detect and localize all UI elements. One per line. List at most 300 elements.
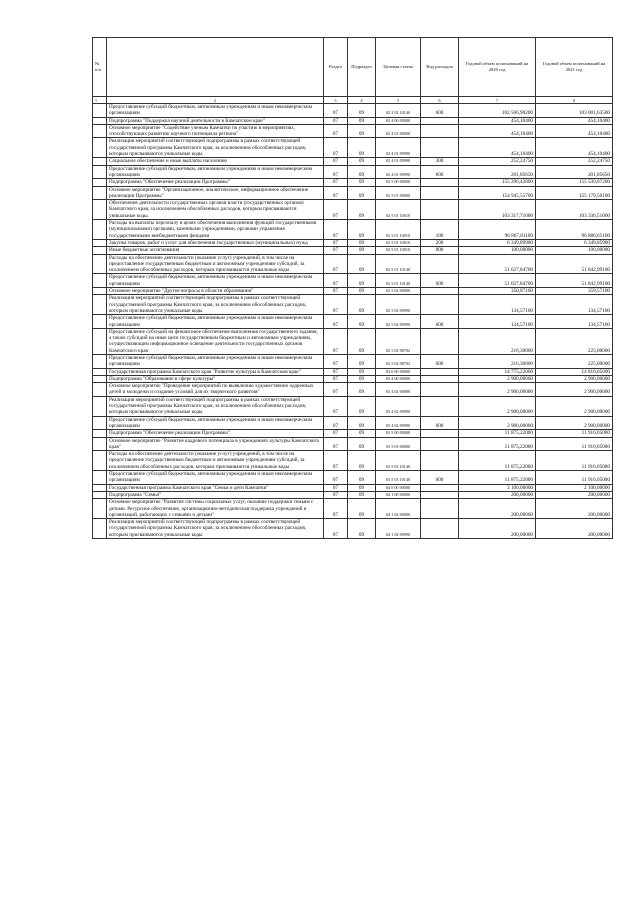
row-section-cell: 07 [324,200,348,220]
row-name-cell: Подпрограмма "Образование в сфере культуры" [107,375,324,382]
header-target-article: Целевая статья [376,38,421,97]
row-subsection-cell: 09 [348,499,376,519]
row-subsection-cell: 09 [348,519,376,539]
row-volume-2020-cell: 216,30000 [459,354,536,368]
row-name-cell: Реализация мероприятий соответствующей подпрограммы в рамках соответствующей государственной программы Камчатского края, за исключением обособленных расходов, которым присваиваются уникальные коды [107,138,324,158]
row-section-cell: 07 [324,396,348,416]
row-target-article-cell: 02 5 02 98702 [376,354,421,368]
row-subsection-cell: 09 [348,104,376,118]
table-row [93,328,613,354]
row-target-article-cell: 02 5 01 10010 [376,239,421,246]
index-cell: 5 [376,97,421,104]
row-name-cell: Основное мероприятие "Организационное, аналитическое, информационное обеспечение реализации Программы" [107,186,324,200]
row-volume-2021-cell: 225,00000 [536,328,613,354]
row-number-cell [93,288,107,295]
row-volume-2021-cell: 96 886,65100 [536,220,613,240]
row-subsection-cell: 09 [348,430,376,437]
row-expense-type-cell [421,254,459,274]
row-section-cell: 07 [324,274,348,288]
row-target-article-cell: 03 4 02 00000 [376,383,421,397]
row-name-cell: Предоставление субсидий бюджетным, автономным учреждениям и иным некоммерческим организациям [107,416,324,430]
row-volume-2021-cell: 200,00000 [536,519,613,539]
table-row [93,220,613,240]
row-section-cell: 07 [324,451,348,471]
row-target-article-cell: 02 5 01 10010 [376,200,421,220]
row-subsection-cell: 09 [348,165,376,179]
table-row [93,124,613,138]
row-subsection-cell: 09 [348,375,376,382]
table-row [93,117,613,124]
row-subsection-cell: 09 [348,239,376,246]
row-section-cell: 07 [324,368,348,375]
row-section-cell: 07 [324,328,348,354]
row-expense-type-cell [421,396,459,416]
row-volume-2021-cell: 11 916,05000 [536,451,613,471]
row-number-cell [93,165,107,179]
row-expense-type-cell [421,368,459,375]
table-row [93,471,613,485]
row-expense-type-cell [421,499,459,519]
row-number-cell [93,315,107,329]
row-number-cell [93,484,107,491]
row-volume-2021-cell: 454,10400 [536,124,613,138]
row-volume-2020-cell: 200,00000 [459,491,536,498]
row-name-cell: Подпрограмма "Семья" [107,491,324,498]
row-expense-type-cell [421,437,459,451]
row-subsection-cell: 09 [348,274,376,288]
row-volume-2021-cell: 252,24750 [536,158,613,165]
row-expense-type-cell: 200 [421,239,459,246]
row-volume-2021-cell: 200,00000 [536,491,613,498]
row-volume-2020-cell: 51 627,84700 [459,254,536,274]
row-volume-2021-cell: 11 916,05000 [536,471,613,485]
row-volume-2021-cell: 225,00000 [536,354,613,368]
row-number-cell [93,383,107,397]
index-cell: 2 [107,97,324,104]
row-volume-2021-cell: 51 842,99100 [536,254,613,274]
row-number-cell [93,437,107,451]
row-section-cell: 07 [324,220,348,240]
row-target-article-cell: 03 4 02 09990 [376,416,421,430]
row-expense-type-cell: 600 [421,274,459,288]
row-number-cell [93,451,107,471]
row-target-article-cell: 02 5 01 10140 [376,254,421,274]
row-section-cell: 07 [324,315,348,329]
row-volume-2021-cell: 2 900,00000 [536,383,613,397]
row-name-cell: Реализация мероприятий соответствующей подпрограммы в рамках соответствующей государственной программы Камчатского края, за исключением обособленных расходов, которым присваиваются уникальные коды [107,396,324,416]
row-number-cell [93,158,107,165]
row-number-cell [93,117,107,124]
row-number-cell [93,471,107,485]
row-target-article-cell: 02 5 01 10010 [376,247,421,254]
table-row [93,158,613,165]
row-subsection-cell: 09 [348,396,376,416]
row-target-article-cell: 02 5 01 10010 [376,220,421,240]
row-target-article-cell: 03 5 03 10140 [376,451,421,471]
row-volume-2020-cell: 2 900,00000 [459,416,536,430]
row-subsection-cell: 09 [348,451,376,471]
row-number-cell [93,274,107,288]
row-section-cell: 07 [324,416,348,430]
row-expense-type-cell [421,519,459,539]
index-cell: 4 [348,97,376,104]
row-volume-2020-cell: 11 875,22000 [459,430,536,437]
row-target-article-cell: 02 5 02 00000 [376,288,421,295]
row-subsection-cell: 09 [348,368,376,375]
row-section-cell: 07 [324,165,348,179]
row-number-cell [93,186,107,200]
table-row [93,186,613,200]
table-row [93,430,613,437]
row-volume-2021-cell: 155 539,07200 [536,179,613,186]
row-volume-2020-cell: 216,30000 [459,328,536,354]
row-volume-2021-cell: 2 900,00000 [536,416,613,430]
row-section-cell: 07 [324,499,348,519]
row-target-article-cell: 04 0 00 00000 [376,484,421,491]
header-subsection: Подраздел [348,38,376,97]
row-volume-2020-cell: 11 875,22000 [459,451,536,471]
row-name-cell: Государственная программа Камчатского края "Семья и дети Камчатки" [107,484,324,491]
row-volume-2021-cell: 454,10400 [536,117,613,124]
row-expense-type-cell [421,383,459,397]
table-row [93,138,613,158]
table-row [93,288,613,295]
row-target-article-cell: 02 5 00 00000 [376,179,421,186]
row-name-cell: Основное мероприятие "Другие вопросы в области образования" [107,288,324,295]
row-name-cell: Расходы на обеспечение деятельности (оказание услуг) учреждений, в том числе на предоставление государственным бюджетным и автономным учреждениям субсидий, за исключением обособленных расходов, которым присваиваются уникальные коды [107,451,324,471]
row-volume-2021-cell: 2 900,00000 [536,375,613,382]
index-cell: 1 [93,97,107,104]
row-name-cell: Основное мероприятие "Развитие системы социальных услуг, оказание поддержки семьям с детьми. Ресурсное обеспечение, организационно-методическая поддержка учреждений и организаций, работающих с семьями и детьми" [107,499,324,519]
row-target-article-cell: 03 4 02 09990 [376,396,421,416]
row-volume-2021-cell: 359,57100 [536,288,613,295]
row-name-cell: Подпрограмма "Обеспечение реализации Программы" [107,179,324,186]
row-subsection-cell: 09 [348,124,376,138]
row-subsection-cell: 09 [348,295,376,315]
row-number-cell [93,104,107,118]
row-volume-2020-cell: 2 100,00000 [459,484,536,491]
row-number-cell [93,375,107,382]
header-section: Раздел [324,38,348,97]
row-target-article-cell: 04 1 02 00000 [376,499,421,519]
row-section-cell: 07 [324,354,348,368]
row-volume-2021-cell: 454,10400 [536,138,613,158]
row-volume-2020-cell: 11 875,22000 [459,437,536,451]
row-subsection-cell: 09 [348,138,376,158]
row-name-cell: Предоставление субсидий бюджетным, автономным учреждениям и иным некоммерческим организациям [107,104,324,118]
row-section-cell: 07 [324,158,348,165]
row-target-article-cell: 02 4 01 09990 [376,138,421,158]
row-volume-2021-cell: 51 842,99100 [536,274,613,288]
row-volume-2020-cell: 100,00000 [459,247,536,254]
budget-table-page [92,37,612,539]
row-name-cell: Закупка товаров, работ и услуг для обеспечения государственных (муниципальных) нужд [107,239,324,246]
row-number-cell [93,416,107,430]
row-subsection-cell: 09 [348,484,376,491]
table-row [93,519,613,539]
row-expense-type-cell [421,200,459,220]
row-target-article-cell: 02 5 01 00000 [376,186,421,200]
row-volume-2021-cell: 200,00000 [536,499,613,519]
row-subsection-cell: 09 [348,383,376,397]
table-row [93,383,613,397]
row-target-article-cell: 04 1 02 09990 [376,519,421,539]
row-number-cell [93,247,107,254]
table-row [93,274,613,288]
row-volume-2020-cell: 252,24750 [459,158,536,165]
row-name-cell: Обеспечение деятельности государственных органов власти (государственных органов) Камчатского края, за исключением обособленных расходов, которым присваиваются уникальные коды. [107,200,324,220]
row-section-cell: 07 [324,491,348,498]
header-expense-type: Вид расходов [421,38,459,97]
column-index-row [93,97,613,104]
row-number-cell [93,220,107,240]
row-number-cell [93,328,107,354]
row-expense-type-cell: 600 [421,165,459,179]
row-volume-2021-cell: 11 916,05000 [536,437,613,451]
row-section-cell: 07 [324,179,348,186]
row-name-cell: Предоставление субсидий бюджетным, автономным учреждениям и иным некоммерческим организациям [107,315,324,329]
row-volume-2021-cell: 14 816,05000 [536,368,613,375]
row-volume-2021-cell: 100,00000 [536,247,613,254]
row-expense-type-cell [421,484,459,491]
row-target-article-cell: 02 5 02 09990 [376,315,421,329]
row-volume-2021-cell: 11 916,05000 [536,430,613,437]
header-num: № п/п [93,38,107,97]
row-expense-type-cell [421,375,459,382]
row-expense-type-cell [421,186,459,200]
row-number-cell [93,200,107,220]
table-row [93,165,613,179]
row-subsection-cell: 09 [348,288,376,295]
row-target-article-cell: 02 4 01 00000 [376,124,421,138]
row-volume-2020-cell: 134,57100 [459,295,536,315]
row-volume-2020-cell: 2 900,00000 [459,383,536,397]
table-row [93,375,613,382]
row-subsection-cell: 09 [348,200,376,220]
row-subsection-cell: 09 [348,117,376,124]
row-target-article-cell: 03 4 00 00000 [376,375,421,382]
row-subsection-cell: 09 [348,437,376,451]
row-expense-type-cell: 600 [421,416,459,430]
row-volume-2021-cell: 2 100,00000 [536,484,613,491]
row-section-cell: 07 [324,288,348,295]
row-subsection-cell: 09 [348,158,376,165]
row-number-cell [93,138,107,158]
row-subsection-cell: 09 [348,247,376,254]
row-target-article-cell: 02 2 02 10140 [376,104,421,118]
index-cell: 6 [421,97,459,104]
row-volume-2020-cell: 134,57100 [459,315,536,329]
table-row [93,315,613,329]
table-row [93,179,613,186]
row-name-cell: Расходы на обеспечение деятельности (оказание услуг) учреждений, в том числе на предоставление государственным бюджетным и автономным учреждениям субсидий, за исключением обособленных расходов, которым присваиваются уникальные коды [107,254,324,274]
row-expense-type-cell [421,430,459,437]
row-name-cell: Подпрограмма "Обеспечение реализации Программы" [107,430,324,437]
row-target-article-cell: 02 5 02 09990 [376,295,421,315]
table-row [93,239,613,246]
row-expense-type-cell [421,138,459,158]
table-row [93,295,613,315]
row-number-cell [93,295,107,315]
row-expense-type-cell: 600 [421,354,459,368]
row-number-cell [93,519,107,539]
row-target-article-cell: 02 4 01 09990 [376,165,421,179]
row-volume-2021-cell: 6 349,85900 [536,239,613,246]
index-cell: 7 [459,97,536,104]
row-target-article-cell: 03 0 00 00000 [376,368,421,375]
row-section-cell: 07 [324,138,348,158]
row-name-cell: Предоставление субсидий бюджетным, автономным учреждениям и иным некоммерческим организациям [107,274,324,288]
row-number-cell [93,179,107,186]
row-section-cell: 07 [324,430,348,437]
row-target-article-cell: 02 4 00 00000 [376,117,421,124]
row-number-cell [93,499,107,519]
row-name-cell: Основное мероприятие "Развитие кадрового потенциала в учреждениях культуры Камчатского края" [107,437,324,451]
row-section-cell: 07 [324,471,348,485]
row-number-cell [93,239,107,246]
row-expense-type-cell [421,295,459,315]
row-volume-2021-cell: 201,85650 [536,165,613,179]
index-cell: 8 [536,97,613,104]
row-volume-2020-cell: 2 900,00000 [459,396,536,416]
row-target-article-cell: 02 5 02 98702 [376,328,421,354]
row-number-cell [93,354,107,368]
row-expense-type-cell: 600 [421,471,459,485]
row-volume-2020-cell: 6 349,89900 [459,239,536,246]
row-subsection-cell: 09 [348,220,376,240]
row-number-cell [93,491,107,498]
table-row [93,451,613,471]
table-row [93,200,613,220]
row-section-cell: 07 [324,239,348,246]
table-row [93,499,613,519]
row-volume-2021-cell: 155 179,50100 [536,186,613,200]
row-subsection-cell: 09 [348,354,376,368]
row-subsection-cell: 09 [348,254,376,274]
row-section-cell: 07 [324,383,348,397]
row-volume-2020-cell: 96 867,81100 [459,220,536,240]
row-expense-type-cell [421,124,459,138]
row-section-cell: 07 [324,437,348,451]
row-name-cell: Иные бюджетные ассигнования [107,247,324,254]
row-volume-2020-cell: 454,10400 [459,124,536,138]
row-volume-2020-cell: 454,10400 [459,117,536,124]
row-subsection-cell: 09 [348,315,376,329]
row-name-cell: Основное мероприятие "Содействие ученым Камчатки по участию в мероприятиях, способствующих развитию научного потенциала региона" [107,124,324,138]
row-name-cell: Государственная программа Камчатского края "Развитие культуры в Камчатском крае" [107,368,324,375]
table-row [93,354,613,368]
row-number-cell [93,430,107,437]
row-expense-type-cell [421,288,459,295]
row-section-cell: 07 [324,375,348,382]
budget-table [92,37,613,539]
row-expense-type-cell: 600 [421,104,459,118]
row-volume-2020-cell: 154 945,55700 [459,186,536,200]
row-section-cell: 07 [324,295,348,315]
row-volume-2020-cell: 102 566,90200 [459,104,536,118]
row-number-cell [93,368,107,375]
row-volume-2020-cell: 201,85650 [459,165,536,179]
row-expense-type-cell [421,328,459,354]
row-name-cell: Предоставление субсидий бюджетным, автономным учреждениям и иным некоммерческим организациям [107,165,324,179]
row-section-cell: 07 [324,484,348,491]
row-name-cell: Основное мероприятие "Проведение мероприятий по выявлению художественно одаренных детей и молодежи и создание условий для их творческого развития" [107,383,324,397]
table-row [93,104,613,118]
row-name-cell: Предоставление субсидий бюджетным, автономным учреждениям и иным некоммерческим организациям [107,354,324,368]
row-volume-2020-cell: 51 627,84700 [459,274,536,288]
row-expense-type-cell: 100 [421,220,459,240]
row-subsection-cell: 09 [348,491,376,498]
row-name-cell: Социальное обеспечение и иные выплаты населению [107,158,324,165]
row-volume-2020-cell: 350,87100 [459,288,536,295]
row-volume-2021-cell: 134,57100 [536,295,613,315]
row-volume-2020-cell: 200,00000 [459,499,536,519]
row-volume-2020-cell: 14 775,22000 [459,368,536,375]
row-volume-2021-cell: 103 336,51000 [536,200,613,220]
row-subsection-cell: 09 [348,328,376,354]
table-row [93,368,613,375]
row-target-article-cell: 02 4 01 09990 [376,158,421,165]
header-volume-2021: Годовой объем ассигнований на 2021 год [536,38,613,97]
row-expense-type-cell: 600 [421,315,459,329]
row-volume-2021-cell: 103 001,63500 [536,104,613,118]
row-target-article-cell: 03 5 00 00000 [376,430,421,437]
row-name-cell: Расходы на выплаты персоналу в целях обеспечения выполнения функций государственными (муниципальными) органами, казенными учреждениями, органами управления государственными внебюджетными фондами [107,220,324,240]
row-expense-type-cell: 300 [421,158,459,165]
row-section-cell: 07 [324,117,348,124]
row-number-cell [93,254,107,274]
row-expense-type-cell [421,451,459,471]
table-row [93,247,613,254]
row-volume-2021-cell: 134,57100 [536,315,613,329]
row-name-cell: Реализация мероприятий соответствующей подпрограммы в рамках соответствующей государственной программы Камчатского края, за исключением обособленных расходов, которым присваиваются уникальные коды [107,519,324,539]
row-section-cell: 07 [324,104,348,118]
row-expense-type-cell [421,491,459,498]
row-volume-2020-cell: 155 296,42800 [459,179,536,186]
row-expense-type-cell: 800 [421,247,459,254]
table-row [93,396,613,416]
row-number-cell [93,124,107,138]
row-name-cell: Реализация мероприятий соответствующей подпрограммы в рамках соответствующей государственной программы Камчатского края, за исключением обособленных расходов, которым присваиваются уникальные коды [107,295,324,315]
row-subsection-cell: 09 [348,179,376,186]
row-volume-2020-cell: 454,10400 [459,138,536,158]
row-section-cell: 07 [324,519,348,539]
row-target-article-cell: 03 5 03 10140 [376,471,421,485]
row-target-article-cell: 04 1 00 00000 [376,491,421,498]
row-section-cell: 07 [324,186,348,200]
header-volume-2020: Годовой объем ассигнований на 2020 год [459,38,536,97]
row-subsection-cell: 09 [348,186,376,200]
row-target-article-cell: 02 5 01 10140 [376,274,421,288]
row-name-cell: Подпрограмма "Поддержка научной деятельности в Камчатском крае" [107,117,324,124]
row-section-cell: 07 [324,247,348,254]
row-section-cell: 07 [324,254,348,274]
row-expense-type-cell [421,117,459,124]
row-name-cell: Предоставление субсидий бюджетным, автономным учреждениям и иным некоммерческим организациям [107,471,324,485]
table-body [93,97,613,539]
table-row [93,484,613,491]
table-row [93,491,613,498]
row-name-cell: Предоставление субсидий на финансовое обеспечение выполнения государственного задания, а также субсидий на иные цели государственным бюджетным и автономным учреждениям, осуществляющим информационное освещение деятельности государственных органов Камчатского края [107,328,324,354]
row-volume-2020-cell: 200,00000 [459,519,536,539]
row-subsection-cell: 09 [348,471,376,485]
row-subsection-cell: 09 [348,416,376,430]
index-cell: 3 [324,97,348,104]
row-volume-2020-cell: 103 317,71000 [459,200,536,220]
table-row [93,437,613,451]
row-number-cell [93,396,107,416]
row-section-cell: 07 [324,124,348,138]
